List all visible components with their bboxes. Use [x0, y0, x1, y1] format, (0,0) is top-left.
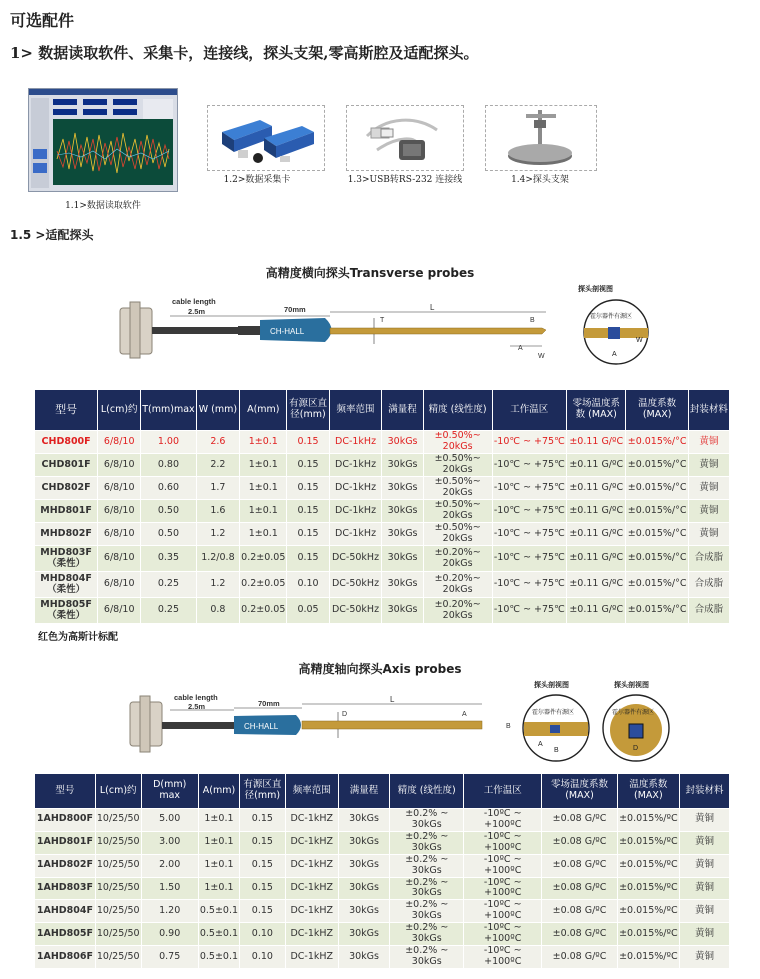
- axis-cell-zero: ±0.08 G/ºC: [542, 809, 617, 831]
- software-screenshot-image: [29, 89, 177, 191]
- axis-cell-model: 1AHD804F: [35, 900, 95, 922]
- transverse-cell-zero: ±0.11 G/ºC: [567, 500, 625, 522]
- page-title: 可选配件: [10, 11, 75, 30]
- axis-cell-L: 10/25/50: [96, 855, 141, 877]
- axis-cell-range: 30kGs: [339, 878, 390, 900]
- transverse-cell-tc: ±0.015%/°C: [626, 598, 687, 623]
- transverse-cell-L: 6/8/10: [98, 454, 140, 476]
- transverse-cell-T: 0.50: [141, 523, 195, 545]
- axis-cell-A: 1±0.1: [199, 809, 239, 831]
- caption-stand: 1.4>探头支架: [511, 175, 569, 185]
- transverse-cell-model: [35, 523, 97, 545]
- transverse-cell-range: 30kGs: [382, 572, 422, 597]
- axis-cell-freq: DC-1kHZ: [286, 946, 338, 968]
- axis-cell-dia: 0.10: [240, 923, 285, 945]
- model-name: CHD801F: [41, 458, 91, 470]
- axis-cell-D: 1.20: [142, 900, 198, 922]
- axis-cell-D: 1.50: [142, 878, 198, 900]
- axis-col-header: L(cm)约: [96, 774, 141, 808]
- transverse-row: [35, 523, 729, 545]
- usb-cable-image: [347, 106, 463, 170]
- transverse-cell-tc: ±0.015%/°C: [626, 523, 687, 545]
- axis-cell-acc: ±0.2% ~ 30kGs: [390, 900, 463, 922]
- axis-cell-temp: -10ºC ~ +100ºC: [464, 878, 541, 900]
- transverse-cell-A: 1±0.1: [240, 500, 286, 522]
- model-variant: （柔性）: [47, 557, 86, 569]
- transverse-col-header: 有源区直径(mm): [287, 390, 328, 430]
- transverse-cell-L: 6/8/10: [98, 523, 140, 545]
- transverse-cell-temp: -10℃ ~ +75℃: [493, 523, 567, 545]
- accessory-stand: [485, 105, 597, 171]
- transverse-cell-temp: -10℃ ~ +75℃: [493, 500, 567, 522]
- transverse-cell-model: [35, 454, 97, 476]
- axis-cell-freq: DC-1kHZ: [286, 809, 338, 831]
- axis-cell-tc: ±0.015%/ºC: [618, 923, 679, 945]
- transverse-section-title: 探头剖视图: [578, 285, 613, 293]
- axis-row: [35, 878, 729, 900]
- transverse-cell-A: 0.2±0.05: [240, 598, 286, 623]
- transverse-cell-range: 30kGs: [382, 598, 422, 623]
- transverse-cell-dia: 0.15: [287, 500, 328, 522]
- transverse-cell-W: 1.2/0.8: [197, 546, 240, 571]
- transverse-cable-length-label: cable length: [172, 297, 216, 306]
- axis-cell-freq: DC-1kHZ: [286, 855, 338, 877]
- axis-cell-model: 1AHD803F: [35, 878, 95, 900]
- axis-cell-D: 3.00: [142, 832, 198, 854]
- transverse-cell-range: 30kGs: [382, 454, 422, 476]
- axis-cell-range: 30kGs: [339, 855, 390, 877]
- transverse-cell-T: 0.25: [141, 572, 195, 597]
- transverse-section-label: 霍尔器件有源区: [590, 314, 633, 320]
- axis-cell-acc: ±0.2% ~ 30kGs: [390, 832, 463, 854]
- axis-cable-value: 2.5m: [188, 702, 206, 711]
- axis-D-label: D: [342, 711, 348, 718]
- transverse-cell-acc: ±0.50%~ 20kGs: [424, 454, 492, 476]
- axis-cell-acc: ±0.2% ~ 30kGs: [390, 855, 463, 877]
- axis-cell-zero: ±0.08 G/ºC: [542, 878, 617, 900]
- transverse-col-header: 封装材料: [689, 390, 729, 430]
- axis-section1-drawing: [516, 690, 598, 766]
- axis-cell-tc: ±0.015%/ºC: [618, 900, 679, 922]
- transverse-row: [35, 598, 729, 623]
- caption-cable: 1.3>USB转RS-232 连接线: [347, 175, 463, 185]
- axis-cell-dia: 0.10: [240, 946, 285, 968]
- transverse-cell-zero: ±0.11 G/ºC: [567, 598, 625, 623]
- axis-row: [35, 923, 729, 945]
- axis-section-view-1: [516, 680, 598, 764]
- transverse-cell-acc: ±0.50%~ 20kGs: [424, 431, 492, 453]
- transverse-cell-zero: ±0.11 G/ºC: [567, 546, 625, 571]
- transverse-cell-zero: ±0.11 G/ºC: [567, 572, 625, 597]
- transverse-cell-model: [35, 572, 97, 597]
- axis-cell-range: 30kGs: [339, 923, 390, 945]
- axis-cell-acc: ±0.2% ~ 30kGs: [390, 946, 463, 968]
- axis-section2-D: D: [633, 745, 639, 752]
- axis-section2-title: 探头剖视图: [614, 681, 649, 689]
- transverse-section-drawing: [578, 294, 658, 370]
- transverse-cell-dia: 0.05: [287, 598, 328, 623]
- model-name: MHD804F: [40, 572, 92, 584]
- axis-row: [35, 832, 729, 854]
- axis-cell-temp: -10ºC ~ +100ºC: [464, 809, 541, 831]
- model-name: CHD802F: [41, 481, 91, 493]
- transverse-A-label: A: [518, 345, 523, 352]
- axis-col-header: 型号: [35, 774, 95, 808]
- transverse-cell-tc: ±0.015%/°C: [626, 572, 687, 597]
- transverse-cell-A: 1±0.1: [240, 477, 286, 499]
- transverse-cell-tc: ±0.015%/°C: [626, 500, 687, 522]
- transverse-cell-zero: ±0.11 G/ºC: [567, 477, 625, 499]
- transverse-row: [35, 477, 729, 499]
- axis-cell-L: 10/25/50: [96, 878, 141, 900]
- transverse-col-header: 精度 (线性度): [424, 390, 492, 430]
- transverse-cell-model: [35, 598, 97, 623]
- axis-section1-label: 霍尔器件有源区: [532, 710, 575, 716]
- axis-cell-A: 0.5±0.1: [199, 900, 239, 922]
- axis-cell-zero: ±0.08 G/ºC: [542, 946, 617, 968]
- transverse-cell-mat: 黄铜: [689, 431, 729, 453]
- transverse-cell-mat: 黄铜: [689, 523, 729, 545]
- transverse-cell-L: 6/8/10: [98, 431, 140, 453]
- axis-cell-tc: ±0.015%/ºC: [618, 832, 679, 854]
- axis-cell-mat: 黄铜: [680, 900, 729, 922]
- axis-cell-L: 10/25/50: [96, 809, 141, 831]
- axis-cell-L: 10/25/50: [96, 923, 141, 945]
- axis-section2-drawing: [596, 690, 678, 766]
- transverse-section-W: W: [636, 337, 643, 344]
- axis-cell-dia: 0.15: [240, 878, 285, 900]
- transverse-cell-freq: DC-1kHz: [330, 500, 382, 522]
- transverse-cell-L: 6/8/10: [98, 572, 140, 597]
- axis-table: [34, 773, 730, 969]
- axis-cell-tc: ±0.015%/ºC: [618, 855, 679, 877]
- transverse-row: [35, 500, 729, 522]
- transverse-cell-acc: ±0.50%~ 20kGs: [424, 500, 492, 522]
- axis-cell-zero: ±0.08 G/ºC: [542, 832, 617, 854]
- model-name: CHD800F: [41, 435, 91, 447]
- transverse-cell-acc: ±0.20%~ 20kGs: [424, 546, 492, 571]
- transverse-section-A: A: [612, 351, 617, 358]
- transverse-70mm-label: 70mm: [284, 305, 306, 314]
- transverse-cell-dia: 0.15: [287, 546, 328, 571]
- transverse-section-view: [578, 284, 658, 368]
- transverse-table: [34, 389, 730, 624]
- transverse-cell-dia: 0.15: [287, 523, 328, 545]
- model-name: MHD803F: [40, 546, 92, 558]
- transverse-col-header: 温度系数 (MAX): [626, 390, 687, 430]
- axis-cell-D: 2.00: [142, 855, 198, 877]
- page-subtitle: 1> 数据读取软件、采集卡，连接线，探头支架,零高斯腔及适配探头。: [10, 44, 479, 62]
- transverse-cell-freq: DC-1kHz: [330, 454, 382, 476]
- axis-cell-mat: 黄铜: [680, 923, 729, 945]
- transverse-cell-L: 6/8/10: [98, 546, 140, 571]
- transverse-col-header: A(mm): [240, 390, 286, 430]
- axis-title: 高精度轴向探头Axis probes: [298, 662, 462, 676]
- axis-section-view-2: [596, 680, 678, 764]
- transverse-cell-W: 1.2: [197, 523, 240, 545]
- axis-row: [35, 900, 729, 922]
- axis-cell-range: 30kGs: [339, 900, 390, 922]
- axis-row: [35, 855, 729, 877]
- axis-cell-dia: 0.15: [240, 900, 285, 922]
- axis-cell-tc: ±0.015%/ºC: [618, 946, 679, 968]
- transverse-cell-acc: ±0.20%~ 20kGs: [424, 598, 492, 623]
- transverse-cell-temp: -10℃ ~ +75℃: [493, 598, 567, 623]
- transverse-cell-mat: 合成脂: [689, 546, 729, 571]
- transverse-row: [35, 454, 729, 476]
- probe-stand-image: [486, 106, 596, 170]
- transverse-title: 高精度横向探头Transverse probes: [265, 266, 475, 280]
- transverse-cell-freq: DC-50kHz: [330, 598, 382, 623]
- transverse-cell-mat: 黄铜: [689, 454, 729, 476]
- model-variant: （柔性）: [47, 609, 86, 621]
- transverse-cell-freq: DC-1kHz: [330, 523, 382, 545]
- transverse-cell-W: 1.2: [197, 572, 240, 597]
- axis-cell-freq: DC-1kHZ: [286, 878, 338, 900]
- transverse-cell-zero: ±0.11 G/ºC: [567, 431, 625, 453]
- axis-cell-A: 1±0.1: [199, 855, 239, 877]
- transverse-col-header: W (mm): [197, 390, 240, 430]
- axis-cell-mat: 黄铜: [680, 832, 729, 854]
- transverse-cell-dia: 0.15: [287, 431, 328, 453]
- transverse-cell-tc: ±0.015%/°C: [626, 431, 687, 453]
- axis-section1-title: 探头剖视图: [534, 681, 569, 689]
- axis-cell-model: 1AHD802F: [35, 855, 95, 877]
- axis-cell-temp: -10ºC ~ +100ºC: [464, 832, 541, 854]
- transverse-cell-temp: -10℃ ~ +75℃: [493, 454, 567, 476]
- transverse-note: 红色为高斯计标配: [38, 632, 118, 643]
- transverse-cell-model: [35, 546, 97, 571]
- transverse-T-label: T: [380, 317, 385, 324]
- axis-cell-D: 0.75: [142, 946, 198, 968]
- axis-col-header: 零场温度系数 (MAX): [542, 774, 617, 808]
- axis-cell-D: 5.00: [142, 809, 198, 831]
- axis-col-header: 有源区直径(mm): [240, 774, 285, 808]
- axis-cell-A: 0.5±0.1: [199, 923, 239, 945]
- transverse-cell-L: 6/8/10: [98, 477, 140, 499]
- transverse-cell-dia: 0.10: [287, 572, 328, 597]
- transverse-cell-L: 6/8/10: [98, 500, 140, 522]
- axis-cell-zero: ±0.08 G/ºC: [542, 900, 617, 922]
- transverse-cell-A: 1±0.1: [240, 431, 286, 453]
- transverse-cell-freq: DC-50kHz: [330, 572, 382, 597]
- transverse-cell-T: 0.80: [141, 454, 195, 476]
- axis-cell-dia: 0.15: [240, 809, 285, 831]
- transverse-row: [35, 546, 729, 571]
- transverse-cell-range: 30kGs: [382, 523, 422, 545]
- transverse-col-header: 频率范围: [330, 390, 382, 430]
- axis-cell-L: 10/25/50: [96, 832, 141, 854]
- transverse-L-label: L: [430, 303, 435, 312]
- transverse-cell-acc: ±0.20%~ 20kGs: [424, 572, 492, 597]
- transverse-cell-T: 0.60: [141, 477, 195, 499]
- transverse-W-label: W: [538, 353, 545, 360]
- transverse-B-label: B: [530, 317, 535, 324]
- model-name: MHD801F: [40, 504, 92, 516]
- axis-probe-diagram: [120, 688, 520, 760]
- transverse-cell-mat: 合成脂: [689, 572, 729, 597]
- axis-cell-acc: ±0.2% ~ 30kGs: [390, 878, 463, 900]
- axis-cable-length-label: cable length: [174, 693, 218, 702]
- transverse-cell-W: 1.7: [197, 477, 240, 499]
- transverse-handle-label: CH-HALL: [270, 327, 305, 336]
- axis-col-header: 满量程: [339, 774, 390, 808]
- transverse-cell-temp: -10℃ ~ +75℃: [493, 477, 567, 499]
- transverse-cell-temp: -10℃ ~ +75℃: [493, 572, 567, 597]
- axis-cell-temp: -10ºC ~ +100ºC: [464, 855, 541, 877]
- transverse-cell-T: 0.35: [141, 546, 195, 571]
- axis-cell-L: 10/25/50: [96, 900, 141, 922]
- axis-cell-mat: 黄铜: [680, 878, 729, 900]
- transverse-cell-tc: ±0.015%/°C: [626, 546, 687, 571]
- transverse-cell-model: [35, 477, 97, 499]
- transverse-cell-freq: DC-1kHz: [330, 477, 382, 499]
- accessory-cable: [346, 105, 464, 171]
- axis-col-header: D(mm) max: [142, 774, 198, 808]
- transverse-cell-W: 2.2: [197, 454, 240, 476]
- transverse-cell-temp: -10℃ ~ +75℃: [493, 546, 567, 571]
- data-card-image: [208, 106, 324, 170]
- probes-heading: 1.5 >适配探头: [10, 228, 94, 242]
- axis-cell-mat: 黄铜: [680, 855, 729, 877]
- caption-software: 1.1>数据读取软件: [65, 201, 141, 211]
- transverse-cell-dia: 0.15: [287, 477, 328, 499]
- axis-col-header: 频率范围: [286, 774, 338, 808]
- transverse-col-header: T(mm)max: [141, 390, 195, 430]
- axis-col-header: A(mm): [199, 774, 239, 808]
- axis-cell-mat: 黄铜: [680, 809, 729, 831]
- axis-cell-range: 30kGs: [339, 946, 390, 968]
- axis-cell-freq: DC-1kHZ: [286, 923, 338, 945]
- transverse-cell-A: 0.2±0.05: [240, 546, 286, 571]
- axis-cell-freq: DC-1kHZ: [286, 832, 338, 854]
- axis-cell-model: 1AHD801F: [35, 832, 95, 854]
- axis-cell-L: 10/25/50: [96, 946, 141, 968]
- axis-cell-tc: ±0.015%/ºC: [618, 878, 679, 900]
- transverse-cell-freq: DC-1kHz: [330, 431, 382, 453]
- axis-section2-label: 霍尔器件有源区: [612, 710, 655, 716]
- axis-cell-A: 0.5±0.1: [199, 946, 239, 968]
- transverse-cell-mat: 黄铜: [689, 477, 729, 499]
- axis-col-header: 温度系数 (MAX): [618, 774, 679, 808]
- transverse-cell-zero: ±0.11 G/ºC: [567, 454, 625, 476]
- transverse-probe-diagram: [110, 290, 650, 370]
- transverse-cell-dia: 0.15: [287, 454, 328, 476]
- axis-L-label: L: [390, 695, 395, 704]
- accessory-software: [28, 88, 178, 192]
- transverse-cell-A: 1±0.1: [240, 523, 286, 545]
- transverse-cell-acc: ±0.50%~ 20kGs: [424, 523, 492, 545]
- axis-cell-mat: 黄铜: [680, 946, 729, 968]
- transverse-cell-T: 1.00: [141, 431, 195, 453]
- axis-col-header: 工作温区: [464, 774, 541, 808]
- transverse-row: [35, 572, 729, 597]
- axis-cell-range: 30kGs: [339, 832, 390, 854]
- axis-cell-acc: ±0.2% ~ 30kGs: [390, 809, 463, 831]
- transverse-col-header: 工作温区: [493, 390, 567, 430]
- transverse-cell-tc: ±0.015%/°C: [626, 454, 687, 476]
- axis-A-label: A: [462, 711, 467, 718]
- transverse-cell-range: 30kGs: [382, 500, 422, 522]
- axis-cell-D: 0.90: [142, 923, 198, 945]
- transverse-cell-model: [35, 431, 97, 453]
- transverse-cell-T: 0.50: [141, 500, 195, 522]
- axis-row: [35, 946, 729, 968]
- transverse-cell-range: 30kGs: [382, 546, 422, 571]
- axis-row: [35, 809, 729, 831]
- axis-cell-temp: -10ºC ~ +100ºC: [464, 923, 541, 945]
- axis-cell-dia: 0.15: [240, 855, 285, 877]
- axis-cell-zero: ±0.08 G/ºC: [542, 923, 617, 945]
- transverse-cell-W: 2.6: [197, 431, 240, 453]
- axis-section1-A: A: [538, 741, 543, 748]
- axis-cell-freq: DC-1kHZ: [286, 900, 338, 922]
- transverse-cell-freq: DC-50kHz: [330, 546, 382, 571]
- caption-card: 1.2>数据采集卡: [223, 175, 291, 185]
- model-variant: （柔性）: [47, 583, 86, 595]
- axis-col-header: 封装材料: [680, 774, 729, 808]
- transverse-cell-zero: ±0.11 G/ºC: [567, 523, 625, 545]
- axis-cell-model: 1AHD806F: [35, 946, 95, 968]
- transverse-row: [35, 431, 729, 453]
- transverse-cell-acc: ±0.50%~ 20kGs: [424, 477, 492, 499]
- transverse-cell-W: 0.8: [197, 598, 240, 623]
- axis-cell-zero: ±0.08 G/ºC: [542, 855, 617, 877]
- transverse-col-header: 零场温度系数 (MAX): [567, 390, 625, 430]
- transverse-cell-mat: 合成脂: [689, 598, 729, 623]
- transverse-cable-value: 2.5m: [188, 307, 206, 316]
- transverse-cell-L: 6/8/10: [98, 598, 140, 623]
- axis-handle-label: CH-HALL: [244, 722, 279, 731]
- transverse-cell-range: 30kGs: [382, 431, 422, 453]
- transverse-cell-A: 0.2±0.05: [240, 572, 286, 597]
- transverse-cell-mat: 黄铜: [689, 500, 729, 522]
- axis-cell-acc: ±0.2% ~ 30kGs: [390, 923, 463, 945]
- model-name: MHD805F: [40, 598, 92, 610]
- axis-cell-dia: 0.15: [240, 832, 285, 854]
- axis-cell-temp: -10ºC ~ +100ºC: [464, 900, 541, 922]
- axis-cell-range: 30kGs: [339, 809, 390, 831]
- transverse-col-header: L(cm)约: [98, 390, 140, 430]
- axis-col-header: 精度 (线性度): [390, 774, 463, 808]
- axis-cell-temp: -10ºC ~ +100ºC: [464, 946, 541, 968]
- axis-cell-model: 1AHD805F: [35, 923, 95, 945]
- axis-70mm-label: 70mm: [258, 699, 280, 708]
- transverse-cell-range: 30kGs: [382, 477, 422, 499]
- axis-section1-B: B: [554, 747, 559, 754]
- transverse-cell-temp: -10℃ ~ +75℃: [493, 431, 567, 453]
- model-name: MHD802F: [40, 527, 92, 539]
- transverse-col-header: 满量程: [382, 390, 422, 430]
- transverse-cell-tc: ±0.015%/°C: [626, 477, 687, 499]
- accessory-card: [207, 105, 325, 171]
- transverse-cell-A: 1±0.1: [240, 454, 286, 476]
- transverse-cell-model: [35, 500, 97, 522]
- axis-cell-A: 1±0.1: [199, 832, 239, 854]
- transverse-col-header: 型号: [35, 390, 97, 430]
- axis-B-label: B: [506, 723, 511, 730]
- transverse-cell-T: 0.25: [141, 598, 195, 623]
- axis-cell-model: 1AHD800F: [35, 809, 95, 831]
- axis-cell-tc: ±0.015%/ºC: [618, 809, 679, 831]
- transverse-cell-W: 1.6: [197, 500, 240, 522]
- axis-cell-A: 1±0.1: [199, 878, 239, 900]
